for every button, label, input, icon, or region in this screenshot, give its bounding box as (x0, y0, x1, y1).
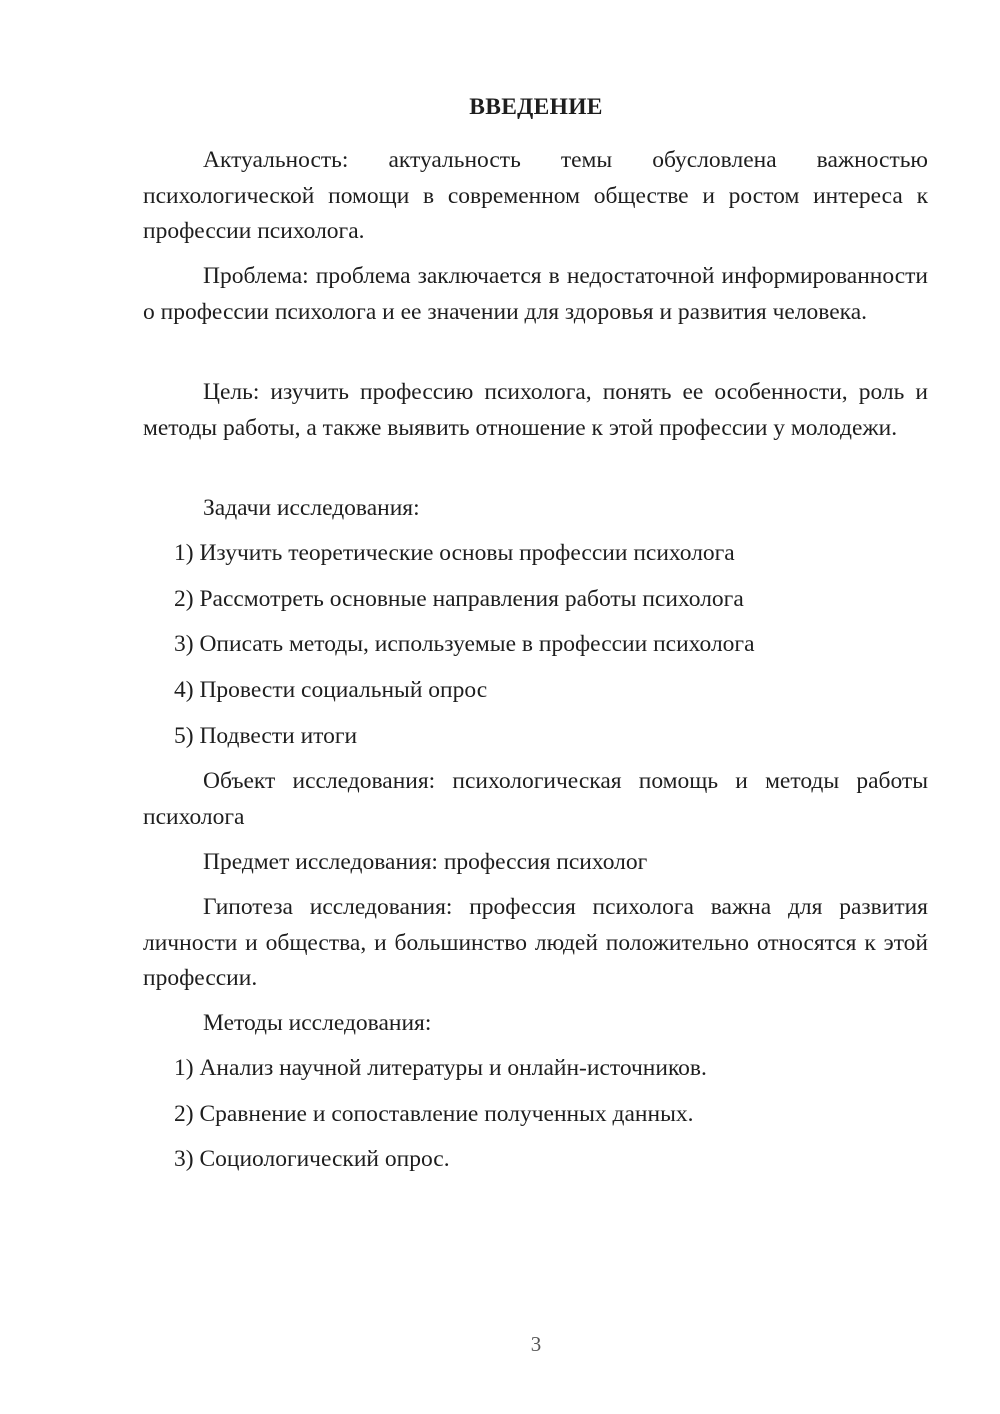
task-item: 3) Описать методы, используемые в профессии психолога (174, 631, 755, 657)
paragraph-relevance: Актуальность: актуальность темы обусловлена важностью психологической помощи в современном обществе и ростом интереса к профессии психолога. (143, 147, 928, 244)
paragraph-hypothesis: Гипотеза исследования: профессия психолога важна для развития личности и общества, и большинство людей положительно относятся к этой профессии. (143, 894, 928, 991)
task-item: 1) Изучить теоретические основы профессии психолога (174, 540, 735, 566)
page-number: 3 (530, 1332, 542, 1356)
page-title: ВВЕДЕНИЕ (469, 94, 603, 120)
tasks-heading: Задачи исследования: (203, 495, 420, 521)
paragraph-object: Объект исследования: психологическая помощь и методы работы психолога (143, 768, 928, 830)
method-item: 1) Анализ научной литературы и онлайн-источников. (174, 1055, 707, 1081)
method-item: 2) Сравнение и сопоставление полученных данных. (174, 1101, 694, 1127)
task-item: 5) Подвести итоги (174, 723, 358, 749)
task-item: 2) Рассмотреть основные направления работы психолога (174, 586, 744, 612)
paragraph-subject: Предмет исследования: профессия психолог (203, 849, 648, 875)
paragraph-goal: Цель: изучить профессию психолога, понять ее особенности, роль и методы работы, а также выявить отношение к этой профессии у молодежи. (143, 379, 928, 441)
task-item: 4) Провести социальный опрос (174, 677, 488, 703)
method-item: 3) Социологический опрос. (174, 1146, 450, 1172)
paragraph-problem: Проблема: проблема заключается в недостаточной информированности о профессии психолога и ее значении для здоровья и развития человека. (143, 263, 928, 325)
methods-heading: Методы исследования: (203, 1010, 432, 1036)
